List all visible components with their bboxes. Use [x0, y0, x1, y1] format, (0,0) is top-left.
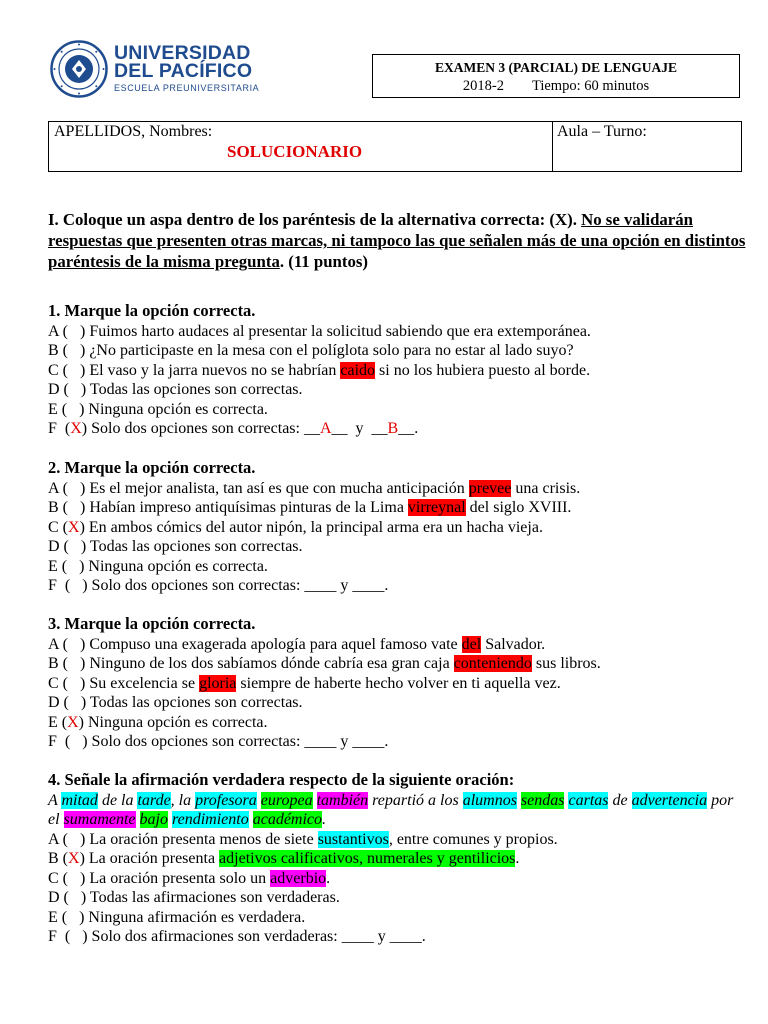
university-logo	[50, 40, 260, 100]
university-seal-icon	[50, 40, 108, 98]
question-3	[48, 614, 748, 752]
option-c: C ( ) Su excelencia se gloria siempre de haberte hecho volver en ti aquella vez.	[48, 674, 561, 692]
option-c: C ( ) El vaso y la jarra nuevos no se habrían caido si no los hubiera puesto al borde.	[48, 361, 591, 379]
option-e: E ( ) Ninguna afirmación es verdadera.	[48, 908, 306, 926]
option-a: A ( ) Fuimos harto audaces al presentar la solicitud sabiendo que era extemporánea.	[48, 322, 591, 340]
option-f: F ( ) Solo dos opciones son correctas: ____ y ____.	[48, 733, 389, 750]
answer-mark: X	[68, 850, 80, 867]
option-f: F ( ) Solo dos opciones son correctas: ____ y ____.	[48, 577, 389, 594]
option-b: B (X) La oración presenta adjetivos calificativos, numerales y gentilicios.	[48, 850, 520, 867]
answer-mark: X	[68, 518, 80, 536]
option-f: F ( ) Solo dos afirmaciones son verdaderas: ____ y ____.	[48, 928, 426, 945]
question-title: 1. Marque la opción correcta.	[48, 301, 256, 320]
exam-title: EXAMEN 3 (PARCIAL) DE LENGUAJE	[434, 60, 677, 75]
section-instructions: I. Coloque un aspa dentro de los paréntesis de la alternativa correcta: (X). No se validarán respuestas que presenten otras marcas, ni tampoco las que señalen más de una opción en distintos paréntesis de la misma pregunta. (11 puntos)	[48, 210, 746, 271]
option-a: A ( ) Compuso una exagerada apología para aquel famoso vate del Salvador.	[48, 635, 546, 653]
option-c: C (X) En ambos cómics del autor nipón, la principal arma era un hacha vieja.	[48, 518, 543, 536]
answer-key-label: SOLUCIONARIO	[227, 142, 363, 161]
exam-period: 2018-2	[462, 78, 504, 94]
question-2	[48, 458, 748, 596]
option-a: A ( ) La oración presenta menos de siete sustantivos, entre comunes y propios.	[48, 830, 558, 848]
school-name: ESCUELA PREUNIVERSITARIA	[114, 83, 260, 93]
option-c: C ( ) La oración presenta solo un adverbio.	[48, 869, 331, 887]
exam-header-box	[372, 54, 740, 98]
university-name: UNIVERSIDAD DEL PACÍFICO	[114, 42, 253, 82]
student-info-table	[48, 121, 742, 172]
option-f: F (X) Solo dos opciones son correctas: __A__ y __B__.	[48, 420, 419, 437]
option-d: D ( ) Todas las afirmaciones son verdaderas.	[48, 889, 340, 906]
option-b: B ( ) ¿No participaste en la mesa con el políglota solo para no estar al lado suyo?	[48, 342, 574, 359]
option-d: D ( ) Todas las opciones son correctas.	[48, 538, 303, 555]
exam-time: Tiempo: 60 minutos	[531, 78, 650, 94]
option-b: B ( ) Ninguno de los dos sabíamos dónde cabría esa gran caja conteniendo sus libros.	[48, 655, 601, 672]
analysis-sentence: A mitad de la tarde, la profesora europea también repartió a los alumnos sendas cartas de advertencia por el sumamente bajo rendimiento académico.	[48, 791, 734, 828]
option-e: E (X) Ninguna opción es correcta.	[48, 713, 268, 731]
option-e: E ( ) Ninguna opción es correcta.	[48, 400, 268, 418]
option-d: D ( ) Todas las opciones son correctas.	[48, 381, 303, 398]
option-e: E ( ) Ninguna opción es correcta.	[48, 557, 268, 575]
question-4	[48, 770, 748, 947]
question-title: 3. Marque la opción correcta.	[48, 614, 256, 633]
answer-mark: X	[70, 420, 82, 437]
option-d: D ( ) Todas las opciones son correctas.	[48, 694, 303, 711]
option-a: A ( ) Es el mejor analista, tan así es que con mucha anticipación prevee una crisis.	[48, 479, 581, 497]
question-title: 4. Señale la afirmación verdadera respecto de la siguiente oración:	[48, 770, 515, 789]
names-label: APELLIDOS, Nombres:	[54, 123, 213, 140]
question-title: 2. Marque la opción correcta.	[48, 458, 256, 477]
question-1	[48, 301, 748, 439]
answer-mark: X	[67, 713, 79, 731]
option-b: B ( ) Habían impreso antiquísimas pinturas de la Lima virreynal del siglo XVIII.	[48, 499, 572, 516]
aula-turno-label: Aula – Turno:	[557, 123, 647, 140]
